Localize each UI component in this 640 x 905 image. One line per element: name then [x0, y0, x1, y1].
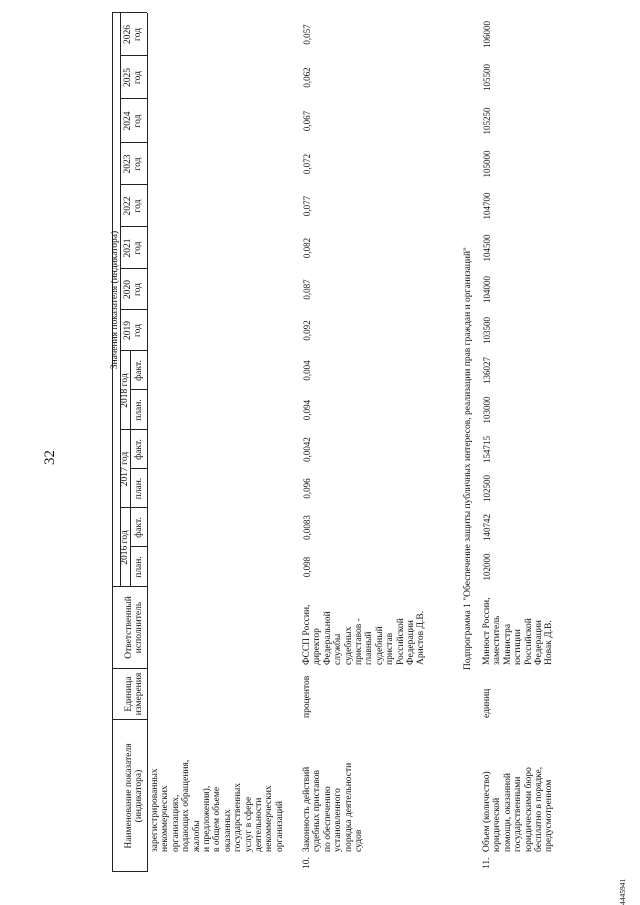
grid-line: [112, 871, 120, 872]
page-number: 32: [42, 450, 58, 465]
row11-name: Объем (количество) юридической помощи, оказанной государственными юридическими бюро бесплатно в порядке, предусмотренном: [482, 766, 555, 852]
header-fact-2018: факт.: [134, 360, 144, 381]
row11-2025: 105500: [482, 64, 492, 91]
row11-2018-fact: 136027: [482, 357, 492, 384]
header-year-2026: 2026 год: [123, 25, 144, 44]
header-fact-2017: факт.: [134, 439, 144, 460]
header-responsible: Ответственный исполнитель: [124, 596, 145, 659]
row11-2017-fact: 154715: [482, 436, 492, 463]
header-year-2022: 2022 год: [123, 196, 144, 216]
row10-2021: 0,082: [302, 237, 312, 259]
row11-2020: 104000: [482, 276, 492, 303]
row10-2017-plan: 0,096: [302, 478, 312, 499]
header-year-2016: 2016 год: [120, 530, 130, 565]
header-year-2024: 2024 год: [123, 111, 144, 131]
row10-2016-fact: 0,0083: [302, 515, 312, 540]
row11-2016-fact: 140742: [482, 514, 492, 541]
row10-2026: 0,057: [302, 24, 312, 45]
header-year-2019: 2019 год: [123, 321, 144, 340]
header-year-2025: 2025 год: [123, 68, 144, 87]
row10-2025: 0,062: [302, 67, 312, 88]
row11-2019: 103500: [482, 317, 492, 344]
continuation-text: зарегистрированных некоммерческих организациях, подающих обращения, жалобы и предложения), в общем объеме оказанных государственных услуг в сфере деятельности некоммерческих организаций: [150, 759, 285, 852]
row10-2018-fact: 0,004: [302, 360, 312, 381]
row11-responsible: Минюст России, заместитель Министра юстиции Российской Федерации Новак Д.В.: [482, 597, 555, 665]
row11-number: 11.: [482, 857, 492, 869]
header-year-2018: 2018 год: [120, 373, 130, 408]
header-year-2023: 2023 год: [123, 154, 144, 174]
grid-line: [112, 719, 147, 720]
row10-2024: 0,067: [302, 110, 312, 132]
header-year-2020: 2020 год: [123, 280, 144, 299]
header-unit: Единица измерения: [124, 672, 145, 716]
header-bottom-border: [147, 13, 148, 872]
grid-line: [120, 871, 147, 872]
row11-2023: 105000: [482, 150, 492, 178]
row10-2023: 0,072: [302, 153, 312, 175]
header-fact-2016: факт.: [134, 517, 144, 538]
row10-2019: 0,092: [302, 320, 312, 341]
row11-2017-plan: 102500: [482, 475, 492, 502]
row10-2020: 0,087: [302, 279, 312, 300]
row11-unit: единиц: [482, 688, 492, 718]
row11-2021: 104500: [482, 234, 492, 262]
row10-2018-plan: 0,094: [302, 399, 312, 421]
row11-2026: 106000: [482, 21, 492, 48]
row10-responsible: ФССП России, директор Федеральной службы судебных приставов - главный судебный пристав Российской Федерации Аристов Д.В.: [302, 604, 427, 665]
header-name-indicator: Наименование показателя (индикатора): [124, 743, 145, 849]
header-plan-2017: план.: [134, 477, 144, 500]
subprogram-heading: Подпрограмма 1 "Обеспечение защиты публичных интересов, реализации прав граждан и организаций": [463, 247, 473, 670]
header-year-2021: 2021 год: [123, 238, 144, 258]
row11-2018-plan: 103000: [482, 396, 492, 424]
row10-name: Законность действий судебных приставов по обеспечению установленного порядка деятельности судов: [302, 762, 365, 852]
row10-2016-plan: 0,098: [302, 556, 312, 578]
document-code: 4445941: [618, 878, 627, 905]
row10-2017-fact: 0,0042: [302, 437, 312, 462]
row11-2022: 104700: [482, 192, 492, 220]
header-values-title: Значения показателя (индикатора): [110, 230, 120, 370]
header-plan-2016: план.: [134, 556, 144, 578]
row10-number: 10.: [302, 857, 312, 869]
row11-2016-plan: 102000: [482, 553, 492, 581]
header-year-2017: 2017 год: [120, 451, 130, 487]
header-plan-2018: план.: [134, 399, 144, 421]
row10-unit: процентов: [302, 675, 312, 718]
row10-2022: 0,077: [302, 195, 312, 217]
row11-2024: 105250: [482, 107, 492, 135]
